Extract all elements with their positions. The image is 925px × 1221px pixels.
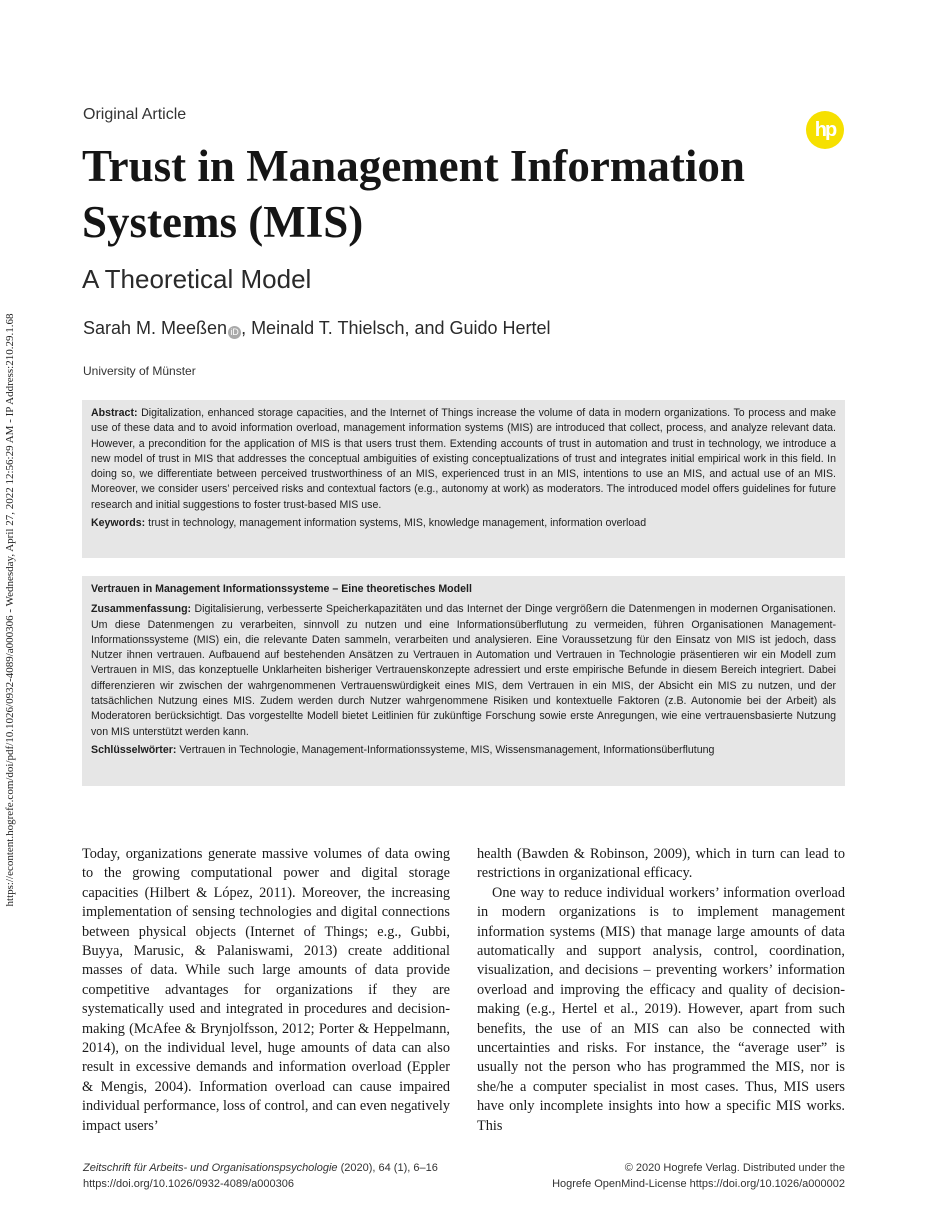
body-paragraph: One way to reduce individual workers’ information overload in modern organizations is to implement management information systems (MIS) that manage large amounts of data automatically and support analysis, control, coordination, visualization, and decisions – preventing workers’ information overload and improving the efficacy and quality of decision-making (e.g., Hertel et al., 2019). However, apart from such benefits, the use of an MIS can also be connected with uncertainties and risks. For instance, the “average user” is usually not the person who has programmed the MIS, nor is she/he a computer specialist in most cases. Thus, MIS users have only incomplete insights into how a specific MIS works. This	[477, 884, 845, 1134]
article-doi-link[interactable]: https://doi.org/10.1026/0932-4089/a000306	[83, 1178, 295, 1190]
affiliation: University of Münster	[83, 364, 196, 378]
body-column-left	[82, 845, 450, 1136]
author-rest: , Meinald T. Thielsch, and Guido Hertel	[241, 318, 551, 338]
german-keywords-line	[91, 743, 836, 758]
body-paragraph-continued: health (Bawden & Robinson, 2009), which in turn can lead to restrictions in organizational efficacy.	[477, 846, 845, 882]
copyright-text: © 2020 Hogrefe Verlag. Distributed under the	[624, 1162, 845, 1174]
body-paragraph: Today, organizations generate massive volumes of data owing to the growing computational power and digital storage capacities (Hilbert & López, 2011). Moreover, the increasing implementation of sensing technologies and digital connections between physical objects (Internet of Things; e.g., Gubbi, Buyya, Marusic, & Palaniswami, 2013) create additional masses of data. While such large amounts of data provide competitive advantages for organizations if they are systematically used and integrated in procedures and decision-making (McAfee & Brynjolfsson, 2012; Porter & Heppelmann, 2014), on the individual level, huge amounts of data can also result in excessive demands and information overload (Eppler & Mengis, 2004). Information overload can cause impaired individual performance, loss of control, and can even negatively impact users’	[82, 846, 450, 1134]
german-heading: Vertrauen in Management Informationssysteme – Eine theoretisches Modell	[91, 583, 472, 595]
orcid-icon[interactable]: iD	[228, 326, 241, 339]
journal-name: Zeitschrift für Arbeits- und Organisationspsychologie	[83, 1162, 338, 1174]
abstract-paragraph	[91, 406, 836, 513]
german-abstract-paragraph	[91, 602, 836, 740]
author-list	[83, 318, 551, 339]
abstract-german	[82, 576, 845, 786]
article-subtitle: A Theoretical Model	[82, 264, 312, 294]
german-abstract-label: Zusammenfassung:	[91, 603, 192, 616]
footer-citation	[83, 1160, 438, 1192]
abstract-english	[82, 400, 845, 558]
body-column-right	[477, 845, 845, 1136]
journal-issue: (2020), 64 (1), 6–16	[337, 1162, 438, 1174]
abstract-text: Digitalization, enhanced storage capacities, and the Internet of Things increase the volume of data in modern organizations. To process and make use of these data and to avoid information overload, management information systems (MIS) are introduced that collect, process, and analyze relevant data. However, a precondition for the application of MIS is that users trust them. Extending accounts of trust in automation and trust in technology, we introduce a new model of trust in MIS that addresses the conceptual ambiguities of existing conceptualizations of trust and integrates initial empirical work in this field. In doing so, we differentiate between perceived trustworthiness of an MIS, experienced trust in an MIS, intentions to use an MIS, and actual use of an MIS. Moreover, we consider users’ perceived risks and contextual factors (e.g., autonomy at work) as moderators. The introduced model offers guidelines for future research and initial suggestions to foster trust-based MIS use.	[91, 407, 836, 511]
keywords-label: Keywords:	[91, 517, 146, 530]
german-keywords-text: Vertrauen in Technologie, Management-Informationssysteme, MIS, Wissensmanagement, Informationsüberflutung	[179, 743, 715, 756]
publisher-logo-icon: hp	[806, 111, 844, 149]
download-sidebar	[0, 0, 20, 1221]
german-abstract-text: Digitalisierung, verbesserte Speicherkapazitäten und das Internet der Dinge vergrößern die Datenmengen in modernen Organisationen. Um diese Datenmengen zu verarbeiten, sinnvoll zu nutzen und eine Informationsüberflutung zu vermeiden, führen Organisationen Management-Informationssysteme (MIS) ein, die relevante Daten sammeln, verarbeiten und analysieren. Eine Voraussetzung für den Einsatz von MIS ist jedoch, dass Nutzer ihnen vertrauen. Aufbauend auf bestehenden Ansätzen zu Vertrauen in Automation und Vertrauen in Technologie präsentieren wir ein Modell zum Vertrauen in MIS, das konzeptuelle Unklarheiten bisheriger Vertrauenskonzepte adressiert und erste empirische Befunde in diesem Bereich integriert. Dabei differenzieren wir zwischen der wahrgenommenen Vertrauenswürdigkeit eines MIS, dem Vertrauen in ein MIS, der Absicht ein MIS zu nutzen, und der tatsächlichen Nutzung eines MIS. Zudem werden durch Nutzer wahrgenommene Risiken und kontextuelle Faktoren (z.B. Autonomie bei der Arbeit) als Moderatoren berücksichtigt. Das vorgestellte Modell bietet Leitlinien für zukünftige Forschung sowie erste Anregungen, wie eine vertrauensbasierte Nutzung von MIS unterstützt werden kann.	[91, 603, 836, 738]
license-link[interactable]: Hogrefe OpenMind-License https://doi.org/10.1026/a000002	[552, 1178, 845, 1190]
download-info: https://econtent.hogrefe.com/doi/pdf/10.1026/0932-4089/a000306 - Wednesday, April 27, 2022 12:56:29 AM - IP Address:210.29.1.68	[4, 313, 16, 907]
keywords-line	[91, 516, 836, 531]
abstract-label: Abstract:	[91, 407, 138, 419]
keywords-text: trust in technology, management information systems, MIS, knowledge management, information overload	[148, 517, 647, 530]
footer-license	[552, 1160, 845, 1192]
article-title: Trust in Management Information Systems (MIS)	[82, 141, 745, 247]
article-type: Original Article	[83, 106, 187, 123]
author-first: Sarah M. Meeßen	[83, 318, 228, 338]
german-keywords-label: Schlüsselwörter:	[91, 743, 177, 756]
